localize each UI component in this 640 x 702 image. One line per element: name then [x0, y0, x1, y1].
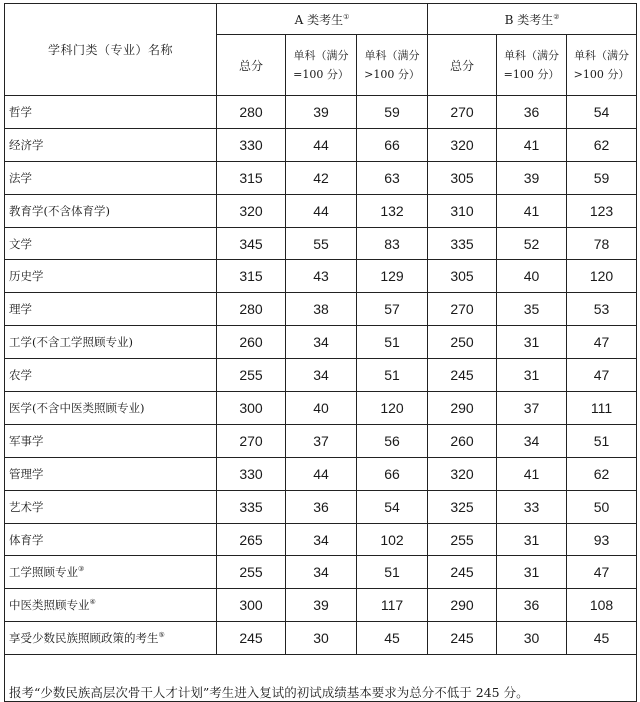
- subject-name: 历史学: [5, 260, 217, 293]
- a-single-100: 39: [286, 589, 357, 622]
- a-single-gt100: 51: [357, 326, 428, 359]
- table-row: [5, 194, 637, 227]
- b-single-gt100: 78: [567, 227, 637, 260]
- table-row: [5, 359, 637, 392]
- b-single-gt100: 53: [567, 293, 637, 326]
- b-total: 250: [428, 326, 497, 359]
- table-row: [5, 260, 637, 293]
- b-single-100: 31: [497, 556, 567, 589]
- table-row: [5, 523, 637, 556]
- a-total: 255: [217, 556, 286, 589]
- a-total-header: 总分: [217, 35, 286, 96]
- b-single-gt100: 62: [567, 457, 637, 490]
- subject-name: 法学: [5, 161, 217, 194]
- a-single-100-header: 单科（满分 =100 分）: [286, 35, 357, 96]
- a-total: 315: [217, 260, 286, 293]
- a-total: 280: [217, 96, 286, 129]
- subject-name: 农学: [5, 359, 217, 392]
- footnote-mark: ④: [89, 598, 96, 607]
- a-single-100: 34: [286, 523, 357, 556]
- table-row: [5, 326, 637, 359]
- a-single-gt100: 57: [357, 293, 428, 326]
- b-single-gt100: 50: [567, 490, 637, 523]
- b-single-gt100: 108: [567, 589, 637, 622]
- a-single-100: 38: [286, 293, 357, 326]
- b-total: 270: [428, 293, 497, 326]
- a-total: 335: [217, 490, 286, 523]
- b-total: 270: [428, 96, 497, 129]
- b-single-100: 35: [497, 293, 567, 326]
- a-total: 265: [217, 523, 286, 556]
- b-single-gt100: 62: [567, 128, 637, 161]
- a-single-gt100: 56: [357, 424, 428, 457]
- a-total: 300: [217, 392, 286, 425]
- b-total: 320: [428, 128, 497, 161]
- b-single-100: 34: [497, 424, 567, 457]
- b-single-gt100-header: 单科（满分 >100 分）: [567, 35, 637, 96]
- subject-name: 军事学: [5, 424, 217, 457]
- subject-name: 工学照顾专业③: [5, 556, 217, 589]
- subject-name: 中医类照顾专业④: [5, 589, 217, 622]
- a-single-100: 42: [286, 161, 357, 194]
- note-cell: [5, 655, 637, 702]
- b-total: 245: [428, 556, 497, 589]
- table-row: [5, 161, 637, 194]
- table-row: [5, 128, 637, 161]
- a-total: 315: [217, 161, 286, 194]
- a-single-gt100: 63: [357, 161, 428, 194]
- b-single-gt100: 59: [567, 161, 637, 194]
- a-single-100: 40: [286, 392, 357, 425]
- subject-name: 文学: [5, 227, 217, 260]
- a-single-gt100: 132: [357, 194, 428, 227]
- a-single-100: 34: [286, 359, 357, 392]
- a-single-100: 34: [286, 556, 357, 589]
- footnote-text: 报考“少数民族高层次骨干人才计划”考生进入复试的初试成绩基本要求为总分不低于 245 分。: [9, 685, 529, 701]
- table-row: [5, 556, 637, 589]
- b-single-gt100: 47: [567, 556, 637, 589]
- b-total: 260: [428, 424, 497, 457]
- table-row: [5, 457, 637, 490]
- b-single-100: 40: [497, 260, 567, 293]
- b-single-100: 36: [497, 96, 567, 129]
- a-single-gt100: 117: [357, 589, 428, 622]
- a-single-100: 36: [286, 490, 357, 523]
- note-row: [5, 655, 637, 702]
- a-total: 270: [217, 424, 286, 457]
- b-single-100: 41: [497, 194, 567, 227]
- a-single-100: 39: [286, 96, 357, 129]
- a-single-100: 44: [286, 128, 357, 161]
- table-row: [5, 392, 637, 425]
- subject-name: 理学: [5, 293, 217, 326]
- footnote-mark: ③: [78, 565, 85, 574]
- b-total: 255: [428, 523, 497, 556]
- score-table: [4, 3, 637, 702]
- subject-name: 教育学(不含体育学): [5, 194, 217, 227]
- a-single-gt100: 120: [357, 392, 428, 425]
- a-total: 260: [217, 326, 286, 359]
- b-single-100: 30: [497, 622, 567, 655]
- subject-name: 体育学: [5, 523, 217, 556]
- a-single-gt100: 102: [357, 523, 428, 556]
- table-row: [5, 424, 637, 457]
- a-single-100: 43: [286, 260, 357, 293]
- a-single-gt100: 59: [357, 96, 428, 129]
- subject-name: 工学(不含工学照顾专业): [5, 326, 217, 359]
- b-total: 245: [428, 359, 497, 392]
- b-total: 245: [428, 622, 497, 655]
- b-single-100: 41: [497, 457, 567, 490]
- b-single-gt100: 51: [567, 424, 637, 457]
- b-total: 325: [428, 490, 497, 523]
- footnote-mark: ⑤: [158, 631, 165, 640]
- b-single-100: 52: [497, 227, 567, 260]
- a-total: 280: [217, 293, 286, 326]
- b-single-gt100: 111: [567, 392, 637, 425]
- subject-column-header: 学科门类（专业）名称: [5, 4, 217, 96]
- b-single-gt100: 45: [567, 622, 637, 655]
- a-single-gt100: 51: [357, 359, 428, 392]
- b-total: 305: [428, 260, 497, 293]
- b-single-100: 33: [497, 490, 567, 523]
- table-row: [5, 293, 637, 326]
- a-total: 330: [217, 128, 286, 161]
- b-single-100: 31: [497, 523, 567, 556]
- b-total: 305: [428, 161, 497, 194]
- b-single-100: 41: [497, 128, 567, 161]
- a-total: 320: [217, 194, 286, 227]
- a-single-100: 37: [286, 424, 357, 457]
- b-total: 290: [428, 392, 497, 425]
- subject-name: 哲学: [5, 96, 217, 129]
- table-row: [5, 589, 637, 622]
- table-row: [5, 96, 637, 129]
- b-total: 335: [428, 227, 497, 260]
- b-total: 290: [428, 589, 497, 622]
- a-total: 330: [217, 457, 286, 490]
- b-single-gt100: 120: [567, 260, 637, 293]
- b-single-100: 36: [497, 589, 567, 622]
- b-single-100: 39: [497, 161, 567, 194]
- a-single-gt100: 51: [357, 556, 428, 589]
- b-single-100: 31: [497, 326, 567, 359]
- a-single-gt100: 54: [357, 490, 428, 523]
- b-single-gt100: 54: [567, 96, 637, 129]
- b-single-100-header: 单科（满分 =100 分）: [497, 35, 567, 96]
- a-total: 255: [217, 359, 286, 392]
- a-single-gt100: 66: [357, 457, 428, 490]
- subject-name: 医学(不含中医类照顾专业): [5, 392, 217, 425]
- b-single-100: 37: [497, 392, 567, 425]
- b-single-gt100: 123: [567, 194, 637, 227]
- a-single-100: 55: [286, 227, 357, 260]
- b-total: 320: [428, 457, 497, 490]
- b-single-gt100: 47: [567, 326, 637, 359]
- table-row: [5, 227, 637, 260]
- a-single-gt100: 129: [357, 260, 428, 293]
- b-single-gt100: 47: [567, 359, 637, 392]
- a-single-100: 44: [286, 457, 357, 490]
- footnote-mark: ②: [553, 12, 560, 21]
- subject-name: 艺术学: [5, 490, 217, 523]
- group-b-header: B 类考生②: [428, 4, 637, 35]
- b-single-100: 31: [497, 359, 567, 392]
- footnote-mark: ①: [343, 12, 350, 21]
- a-single-100: 30: [286, 622, 357, 655]
- a-total: 300: [217, 589, 286, 622]
- b-single-gt100: 93: [567, 523, 637, 556]
- a-total: 345: [217, 227, 286, 260]
- a-single-gt100: 83: [357, 227, 428, 260]
- b-total-header: 总分: [428, 35, 497, 96]
- a-single-100: 44: [286, 194, 357, 227]
- subject-name: 经济学: [5, 128, 217, 161]
- table-row: [5, 490, 637, 523]
- a-total: 245: [217, 622, 286, 655]
- b-total: 310: [428, 194, 497, 227]
- a-single-gt100-header: 单科（满分 >100 分）: [357, 35, 428, 96]
- a-single-gt100: 66: [357, 128, 428, 161]
- group-a-header: A 类考生①: [217, 4, 428, 35]
- a-single-gt100: 45: [357, 622, 428, 655]
- subject-name: 管理学: [5, 457, 217, 490]
- a-single-100: 34: [286, 326, 357, 359]
- subject-name: 享受少数民族照顾政策的考生⑤: [5, 622, 217, 655]
- table-row: [5, 622, 637, 655]
